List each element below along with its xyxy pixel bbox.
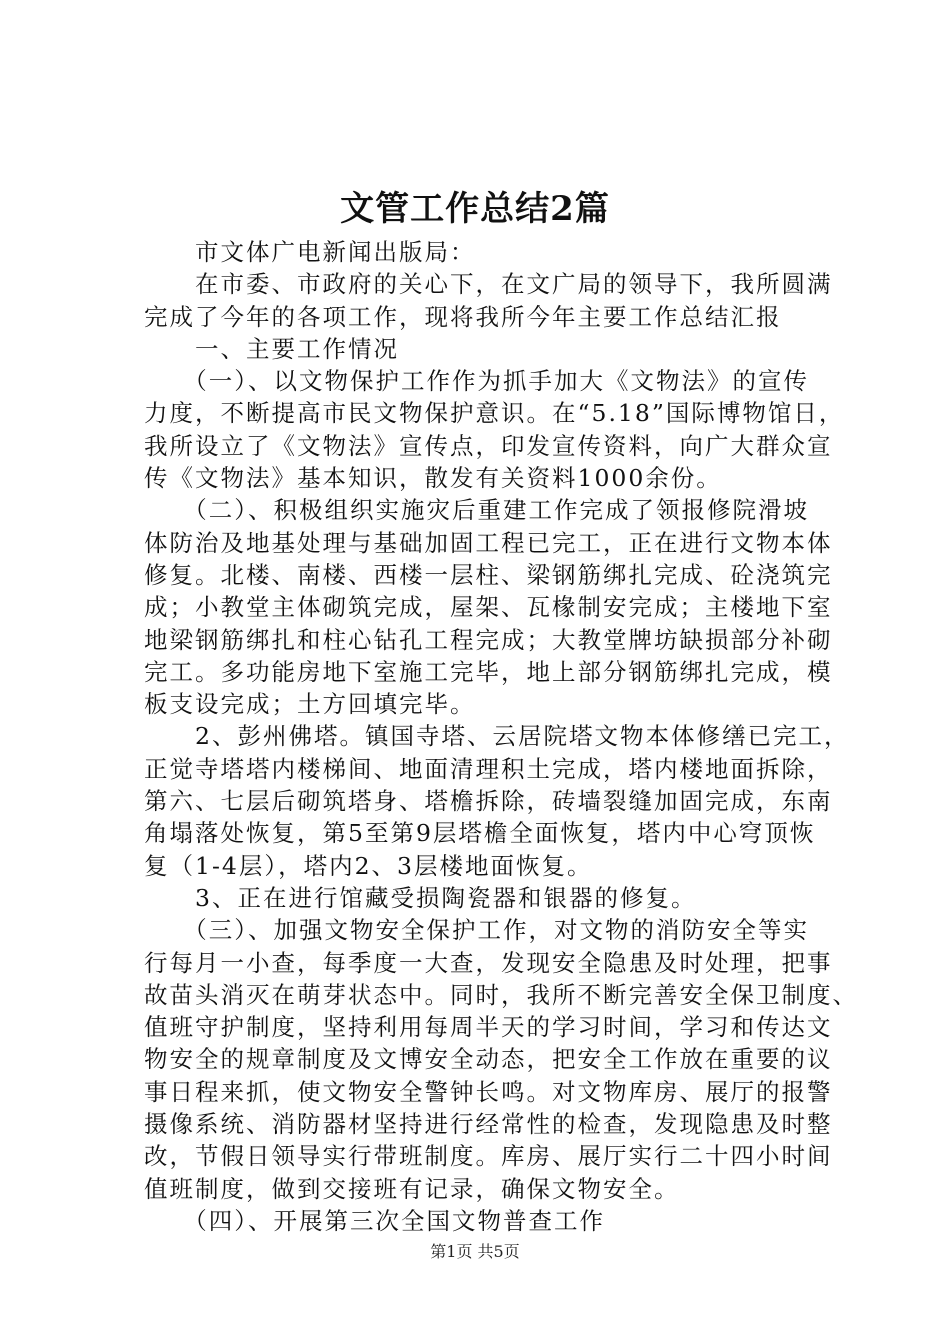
text-line: （一）、以文物保护工作作为抓手加大《文物法》的宣传	[144, 367, 809, 396]
text-line: 传《文物法》基本知识，散发有关资料1000余份。	[144, 464, 722, 493]
text-line: 正觉寺塔塔内楼梯间、地面清理积土完成，塔内楼地面拆除，	[144, 754, 833, 783]
text-line: 2、彭州佛塔。镇国寺塔、云居院塔文物本体修缮已完工，	[144, 722, 850, 751]
text-line: 事日程来抓，使文物安全警钟长鸣。对文物库房、展厅的报警	[144, 1077, 833, 1106]
text-line: 一、主要工作情况	[144, 334, 399, 363]
text-line: 体防治及地基处理与基础加固工程已完工，正在进行文物本体	[144, 528, 833, 557]
text-line: （二）、积极组织实施灾后重建工作完成了领报修院滑坡	[144, 496, 809, 525]
text-line: 成；小教堂主体砌筑完成，屋架、瓦椽制安完成；主楼地下室	[144, 593, 833, 622]
page-footer: 第1页 共5页	[430, 1242, 520, 1261]
text-line: 改，节假日领导实行带班制度。库房、展厅实行二十四小时间	[144, 1142, 833, 1171]
text-line: 值班守护制度，坚持利用每周半天的学习时间，学习和传达文	[144, 1013, 833, 1042]
text-line: 板支设完成；土方回填完毕。	[144, 690, 476, 719]
text-line: 行每月一小查，每季度一大查，发现安全隐患及时处理，把事	[144, 948, 833, 977]
text-line: 摄像系统、消防器材坚持进行经常性的检查，发现隐患及时整	[144, 1110, 833, 1139]
text-line: 完成了今年的各项工作，现将我所今年主要工作总结汇报	[144, 302, 782, 331]
text-line: 角塌落处恢复，第5至第9层塔檐全面恢复，塔内中心穹顶恢	[144, 819, 816, 848]
text-line: 第六、七层后砌筑塔身、塔檐拆除，砖墙裂缝加固完成，东南	[144, 787, 833, 816]
text-line: 值班制度，做到交接班有记录，确保文物安全。	[144, 1174, 680, 1203]
text-line: 在市委、市政府的关心下，在文广局的领导下，我所圆满	[144, 270, 833, 299]
text-line: 复（1-4层），塔内2、3层楼地面恢复。	[144, 851, 593, 880]
text-line: 故苗头消灭在萌芽状态中。同时，我所不断完善安全保卫制度、	[144, 980, 858, 1009]
text-line: 力度，不断提高市民文物保护意识。在“5.18”国际博物馆日，	[144, 399, 845, 428]
text-line: 市文体广电新闻出版局：	[144, 238, 476, 266]
text-line: （四）、开展第三次全国文物普查工作	[144, 1206, 605, 1235]
text-line: 地梁钢筋绑扎和柱心钻孔工程完成；大教堂牌坊缺损部分补砌	[144, 625, 833, 654]
text-line: （三）、加强文物安全保护工作，对文物的消防安全等实	[144, 916, 809, 945]
text-line: 完工。多功能房地下室施工完毕，地上部分钢筋绑扎完成，模	[144, 657, 833, 686]
text-line: 修复。北楼、南楼、西楼一层柱、梁钢筋绑扎完成、砼浇筑完	[144, 560, 833, 589]
document-body	[144, 236, 858, 1237]
text-line: 物安全的规章制度及文博安全动态，把安全工作放在重要的议	[144, 1045, 833, 1074]
document-title: 文管工作总结2篇	[340, 189, 610, 229]
text-line: 3、正在进行馆藏受损陶瓷器和银器的修复。	[144, 883, 697, 912]
text-line: 我所设立了《文物法》宣传点，印发宣传资料，向广大群众宣	[144, 431, 833, 460]
